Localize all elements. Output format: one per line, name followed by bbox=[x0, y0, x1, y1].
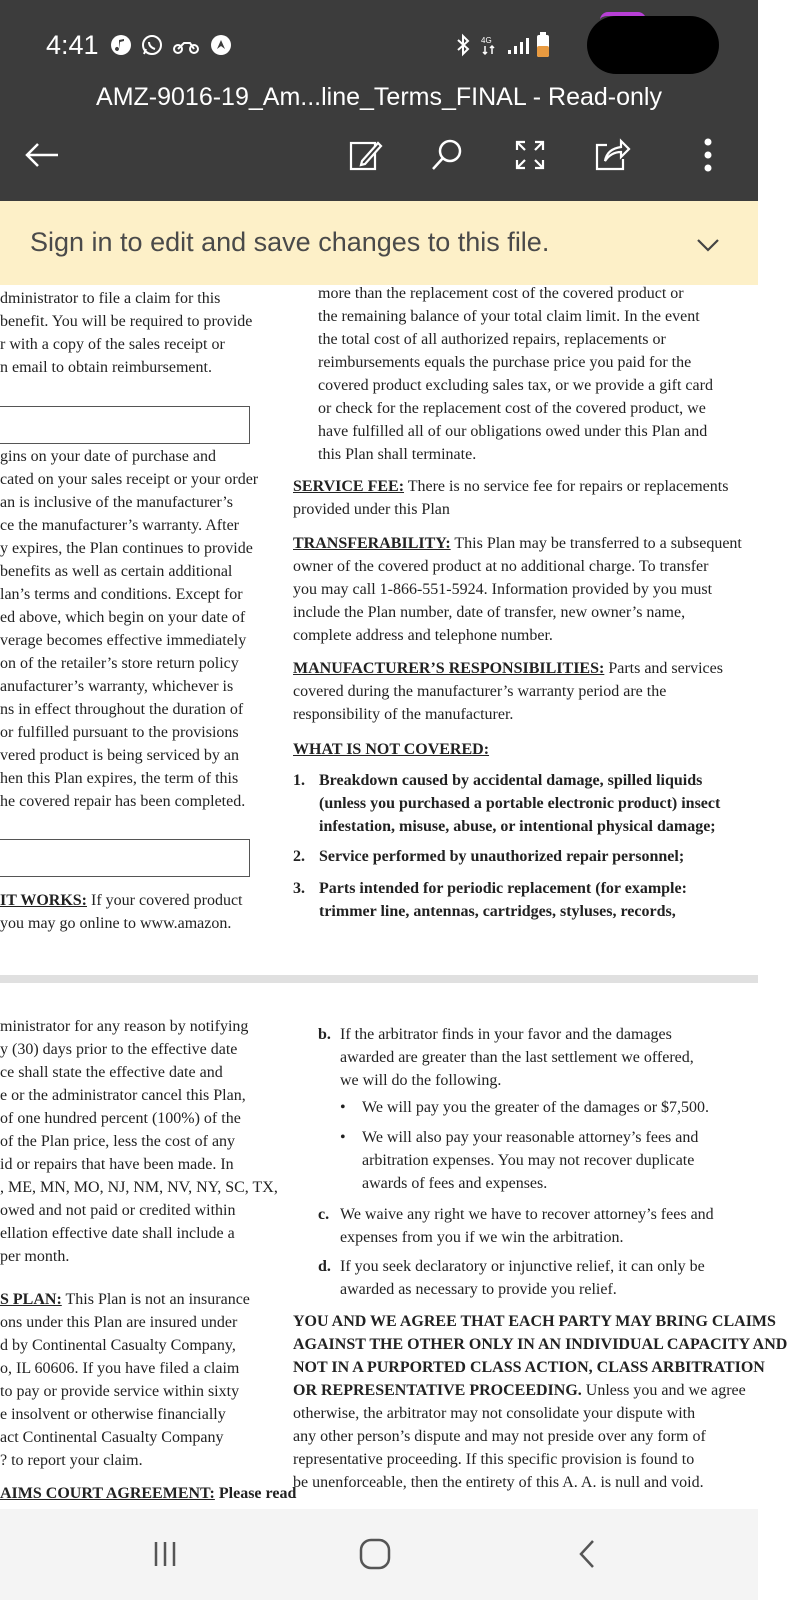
banner-message: Sign in to edit and save changes to this file. bbox=[30, 227, 550, 257]
motorcycle-icon bbox=[172, 34, 200, 56]
home-icon bbox=[358, 1537, 392, 1571]
status-bar bbox=[0, 0, 758, 75]
class-action-waiver: YOU AND WE AGREE THAT EACH PARTY MAY BRING CLAIMS AGAINST THE OTHER ONLY IN AN INDIVIDUAL CAPACITY AND NOT IN A PURPORTED CLASS ACTION, CLASS ARBITRATION OR REPRESENTATIVE PROCEEDING. Unless you and we agree otherwise, the arbitrator may not consolidate your dispute with any other person’s dispute and may not preside over any form of representative proceeding. If this specific provision is found to be unenforceable, then the entirety of this A. A. is null and void. bbox=[293, 1313, 787, 1491]
share-icon bbox=[593, 137, 631, 173]
clause-b: b. If the arbitrator finds in your favor and the damages awarded are greater than the last settlement we offered, we will do the following. bbox=[318, 1026, 694, 1089]
not-covered-heading: WHAT IS NOT COVERED: bbox=[293, 741, 490, 758]
back-icon bbox=[575, 1538, 599, 1570]
app-header bbox=[0, 75, 758, 201]
navigation-icon bbox=[210, 34, 232, 56]
not-covered-item-1: 1. Breakdown caused by accidental damage, spilled liquids (unless you purchased a portable electronic product) insect infestation, misuse, abuse, or intentional physical damage; bbox=[293, 772, 721, 835]
nav-back-button[interactable] bbox=[562, 1531, 612, 1577]
bluetooth-icon bbox=[452, 34, 474, 56]
clause-b-bullet-2: • We will also pay your reasonable attorney’s fees and arbitration expenses. You may not recover duplicate awards of fees and expenses. bbox=[340, 1129, 699, 1192]
whatsapp-icon bbox=[141, 34, 163, 56]
not-covered-item-3: 3. Parts intended for periodic replacement (for example: trimmer line, antennas, cartridges, styluses, records, bbox=[293, 880, 687, 920]
edit-button[interactable] bbox=[344, 133, 388, 177]
battery-icon bbox=[536, 32, 550, 58]
service-fee-section: SERVICE FEE: There is no service fee for repairs or replacements provided under this Plan bbox=[293, 478, 729, 518]
search-button[interactable] bbox=[426, 133, 470, 177]
fullscreen-button[interactable] bbox=[508, 133, 552, 177]
page1-right-para-a: more than the replacement cost of the covered product or the remaining balance of your total claim limit. In the event the total cost of all authorized repairs, replacements or reimbursements equals the purchase price you paid for the covered product excluding sales tax, or we provide a gift card or check for the replacement cost of the covered product, we have fulfilled all of our obligations owed under this Plan and this Plan shall terminate. bbox=[318, 285, 713, 463]
transferability-section: TRANSFERABILITY: This Plan may be transferred to a subsequent owner of the covered product at no additional charge. To transfer you may call 1-866-551-5924. Information provided by you must include the Plan number, date of transfer, new owner’s name, complete address and telephone number. bbox=[293, 535, 742, 644]
back-arrow-icon bbox=[24, 141, 60, 169]
page2-left-para-c: AIMS COURT AGREEMENT: Please read bbox=[0, 1485, 297, 1502]
page2-left-para-a: ministrator for any reason by notifying y (30) days prior to the effective date ce shall state the effective date and e or the administrator cancel this Plan, of one hundred percent (100%) of the of the Plan price, less the cost of any id or repairs that have been made. In , ME, MN, MO, NJ, NM, NV, NY, SC, TX, owed and not paid or credited within ellation effective date shall include a per month. bbox=[0, 1018, 278, 1265]
home-button[interactable] bbox=[350, 1531, 400, 1577]
share-button[interactable] bbox=[590, 133, 634, 177]
page1-left-para-b: gins on your date of purchase and cated on your sales receipt or your order an is inclusive of the manufacturer’s ce the manufacturer’s warranty. After y expires, the Plan continues to provide benefits as well as certain additional lan’s terms and conditions. Except for ed above, which begin on your date of verage becomes effective immediately on of the retailer’s store return policy anufacturer’s warranty, whichever is ns in effect throughout the duration of or fulfilled pursuant to the provisions vered product is being serviced by an hen this Plan expires, the term of this he covered repair has been completed. bbox=[0, 448, 259, 810]
chevron-down-icon[interactable] bbox=[694, 231, 722, 259]
more-options-button[interactable] bbox=[686, 133, 730, 177]
page1-left-box-1 bbox=[0, 406, 250, 444]
back-button[interactable] bbox=[20, 133, 64, 177]
document-title: AMZ-9016-19_Am...line_Terms_FINAL - Read-only bbox=[96, 83, 662, 111]
clause-c: c. We waive any right we have to recover attorney’s fees and expenses from you if we win the arbitration. bbox=[318, 1206, 714, 1246]
recent-apps-icon bbox=[150, 1539, 180, 1569]
page-separator bbox=[0, 975, 758, 983]
page1-left-para-a: dministrator to file a claim for this benefit. You will be required to provide r with a copy of the sales receipt or n email to obtain reimbursement. bbox=[0, 290, 253, 376]
document-viewer[interactable] bbox=[0, 285, 787, 1509]
clause-b-bullet-1: • We will pay you the greater of the damages or $7,500. bbox=[340, 1099, 710, 1116]
recent-apps-button[interactable] bbox=[140, 1531, 190, 1577]
search-icon bbox=[430, 137, 466, 173]
music-icon bbox=[110, 34, 132, 56]
sign-in-banner[interactable] bbox=[0, 201, 758, 285]
clause-d: d. If you seek declaratory or injunctive relief, it can only be awarded as necessary to provide you relief. bbox=[318, 1258, 705, 1298]
page2-left-para-b: S PLAN: This Plan is not an insurance ons under this Plan are insured under d by Continental Casualty Company, o, IL 60606. If you have filed a claim to pay or provide service within sixty e insolvent or otherwise financially act Continental Casualty Company ? to report your claim. bbox=[0, 1291, 250, 1469]
not-covered-item-2: 2. Service performed by unauthorized repair personnel; bbox=[293, 848, 685, 865]
edit-icon bbox=[348, 137, 384, 173]
svg-text:4G: 4G bbox=[481, 36, 492, 45]
page1-left-box-2 bbox=[0, 839, 250, 877]
signal-icon bbox=[506, 34, 532, 56]
manufacturer-responsibilities-section: MANUFACTURER’S RESPONSIBILITIES: Parts and services covered during the manufacturer’s warranty period are the responsibility of the manufacturer. bbox=[293, 660, 723, 723]
more-icon bbox=[702, 137, 714, 173]
data-arrows-icon bbox=[480, 34, 498, 56]
page1-left-para-c: IT WORKS: If your covered product you may go online to www.amazon. bbox=[0, 892, 243, 932]
clock: 4:41 bbox=[46, 30, 99, 60]
camera-cutout bbox=[587, 16, 719, 74]
system-navigation-bar bbox=[0, 1509, 758, 1600]
fullscreen-icon bbox=[513, 138, 547, 172]
